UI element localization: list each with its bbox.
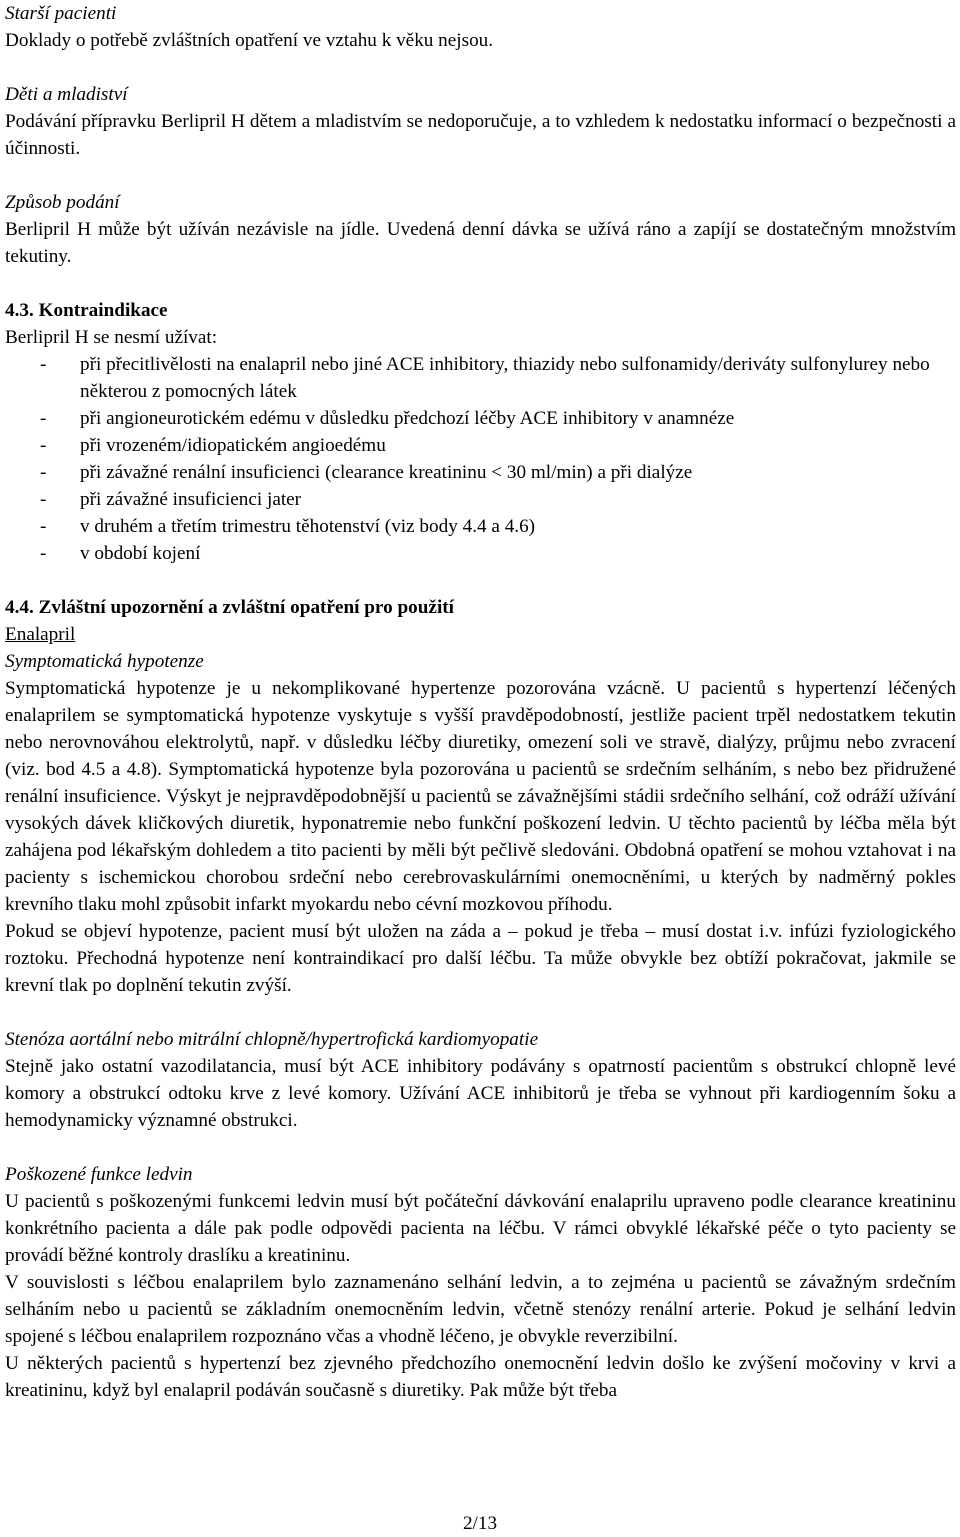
list-item: - v období kojení xyxy=(40,543,201,564)
children-heading: Děti a mladiství xyxy=(5,84,128,105)
document-page xyxy=(5,0,956,1404)
renal-paragraph-1: U pacientů s poškozenými funkcemi ledvin musí být počáteční dávkování enalaprilu upraveno podle clearance kreatininu konkrétního pacienta a dále pak podle odpovědi pacienta na léčbu. V rámci obvyklé lékařské péče o tyto pacienty se provádí běžné kontroly draslíku a kreatininu. xyxy=(5,1191,956,1266)
hypotension-paragraph-1: Symptomatická hypotenze je u nekomplikované hypertenze pozorována vzácně. U pacientů s hypertenzí léčených enalaprilem se symptomatická hypotenze vyskytuje s vyšší pravděpodobností, jestliže pacient trpěl nedostatkem tekutin nebo nerovnováhou elektrolytů, např. v důsledku léčby diuretiky, omezení soli ve stravě, dialýzy, průjmu nebo zvracení (viz. bod 4.5 a 4.8). Symptomatická hypotenze byla pozorována u pacientů se srdečním selháním, s nebo bez přidružené renální insuficience. Výskyt je nejpravděpodobnější u pacientů se závažnějšími stádii srdečního selhání, což odráží užívání vysokých dávek kličkových diuretik, hyponatremie nebo funkční poškození ledvin. U těchto pacientů by léčba měla být zahájena pod lékařským dohledem a tito pacienti by měli být pečlivě sledováni. Obdobná opatření se mohou vztahovat i na pacienty s ischemickou chorobou srdeční nebo cerebrovaskulárními onemocněními, u kterých by nadměrný pokles krevního tlaku mohl způsobit infarkt myokardu nebo cévní mozkovou příhodu. xyxy=(5,678,956,915)
section-4-4-title: Zvláštní upozornění a zvláštní opatření pro použití xyxy=(38,597,454,618)
renal-paragraph-3: U některých pacientů s hypertenzí bez zjevného předchozího onemocnění ledvin došlo ke zvýšení močoviny v krvi a kreatininu, když byl enalapril podáván současně s diuretiky. Pak může být třeba xyxy=(5,1353,956,1401)
list-item: - při přecitlivělosti na enalapril nebo jiné ACE inhibitory, thiazidy nebo sulfonamidy/deriváty sulfonylurey nebo některou z pomocných látek xyxy=(40,354,930,402)
section-4-3-heading xyxy=(5,297,956,324)
section-4-3-title: Kontraindikace xyxy=(38,300,168,321)
administration-text: Berlipril H může být užíván nezávisle na jídle. Uvedená denní dávka se užívá ráno a zapíjí se dostatečným množstvím tekutiny. xyxy=(5,219,956,267)
hypotension-paragraph-2: Pokud se objeví hypotenze, pacient musí být uložen na záda a – pokud je třeba – musí dostat i.v. infúzi fyziologického roztoku. Přechodná hypotenze není kontraindikací pro další léčbu. Ta může obvykle bez obtíží pokračovat, jakmile se krevní tlak po doplnění tekutin zvýší. xyxy=(5,921,956,996)
list-item: - v druhém a třetím trimestru těhotenství (viz body 4.4 a 4.6) xyxy=(40,516,536,537)
children-text: Podávání přípravku Berlipril H dětem a mladistvím se nedoporučuje, a to vzhledem k nedostatku informací o bezpečnosti a účinnosti. xyxy=(5,111,956,159)
elderly-heading: Starší pacienti xyxy=(5,3,117,24)
administration-heading: Způsob podání xyxy=(5,192,120,213)
stenosis-heading: Stenóza aortální nebo mitrální chlopně/hypertrofická kardiomyopatie xyxy=(5,1029,539,1050)
list-item: - při angioneurotickém edému v důsledku předchozí léčby ACE inhibitory v anamnéze xyxy=(40,408,735,429)
page-number: 2/13 xyxy=(462,1513,498,1534)
section-4-4-heading xyxy=(5,594,956,621)
elderly-text: Doklady o potřebě zvláštních opatření ve vztahu k věku nejsou. xyxy=(5,30,494,51)
renal-heading: Poškozené funkce ledvin xyxy=(5,1164,193,1185)
drug-name-heading: Enalapril xyxy=(5,624,76,645)
renal-paragraph-2: V souvislosti s léčbou enalaprilem bylo zaznamenáno selhání ledvin, a to zejména u pacientů se závažným srdečním selháním nebo u pacientů se základním onemocněním ledvin, včetně stenózy renální arterie. Pokud je selhání ledvin spojené s léčbou enalaprilem rozpoznáno včas a vhodně léčeno, je obvykle reverzibilní. xyxy=(5,1272,956,1347)
stenosis-paragraph: Stejně jako ostatní vazodilatancia, musí být ACE inhibitory podávány s opatrností pacientům s obstrukcí chlopně levé komory a obstrukcí odtoku krve z levé komory. Užívání ACE inhibitorů je třeba se vyhnout při kardiogenním šoku a hemodynamicky významné obstrukci. xyxy=(5,1056,956,1131)
hypotension-heading: Symptomatická hypotenze xyxy=(5,651,204,672)
section-4-3-number: 4.3. xyxy=(5,300,34,321)
list-item: - při vrozeném/idiopatickém angioedému xyxy=(40,435,386,456)
list-item: - při závažné renální insuficienci (clearance kreatininu < 30 ml/min) a při dialýze xyxy=(40,462,693,483)
list-item: - při závažné insuficienci jater xyxy=(40,489,302,510)
contraindications-intro: Berlipril H se nesmí užívat: xyxy=(5,327,218,348)
section-4-4-number: 4.4. xyxy=(5,597,34,618)
contraindications-list xyxy=(5,351,956,567)
